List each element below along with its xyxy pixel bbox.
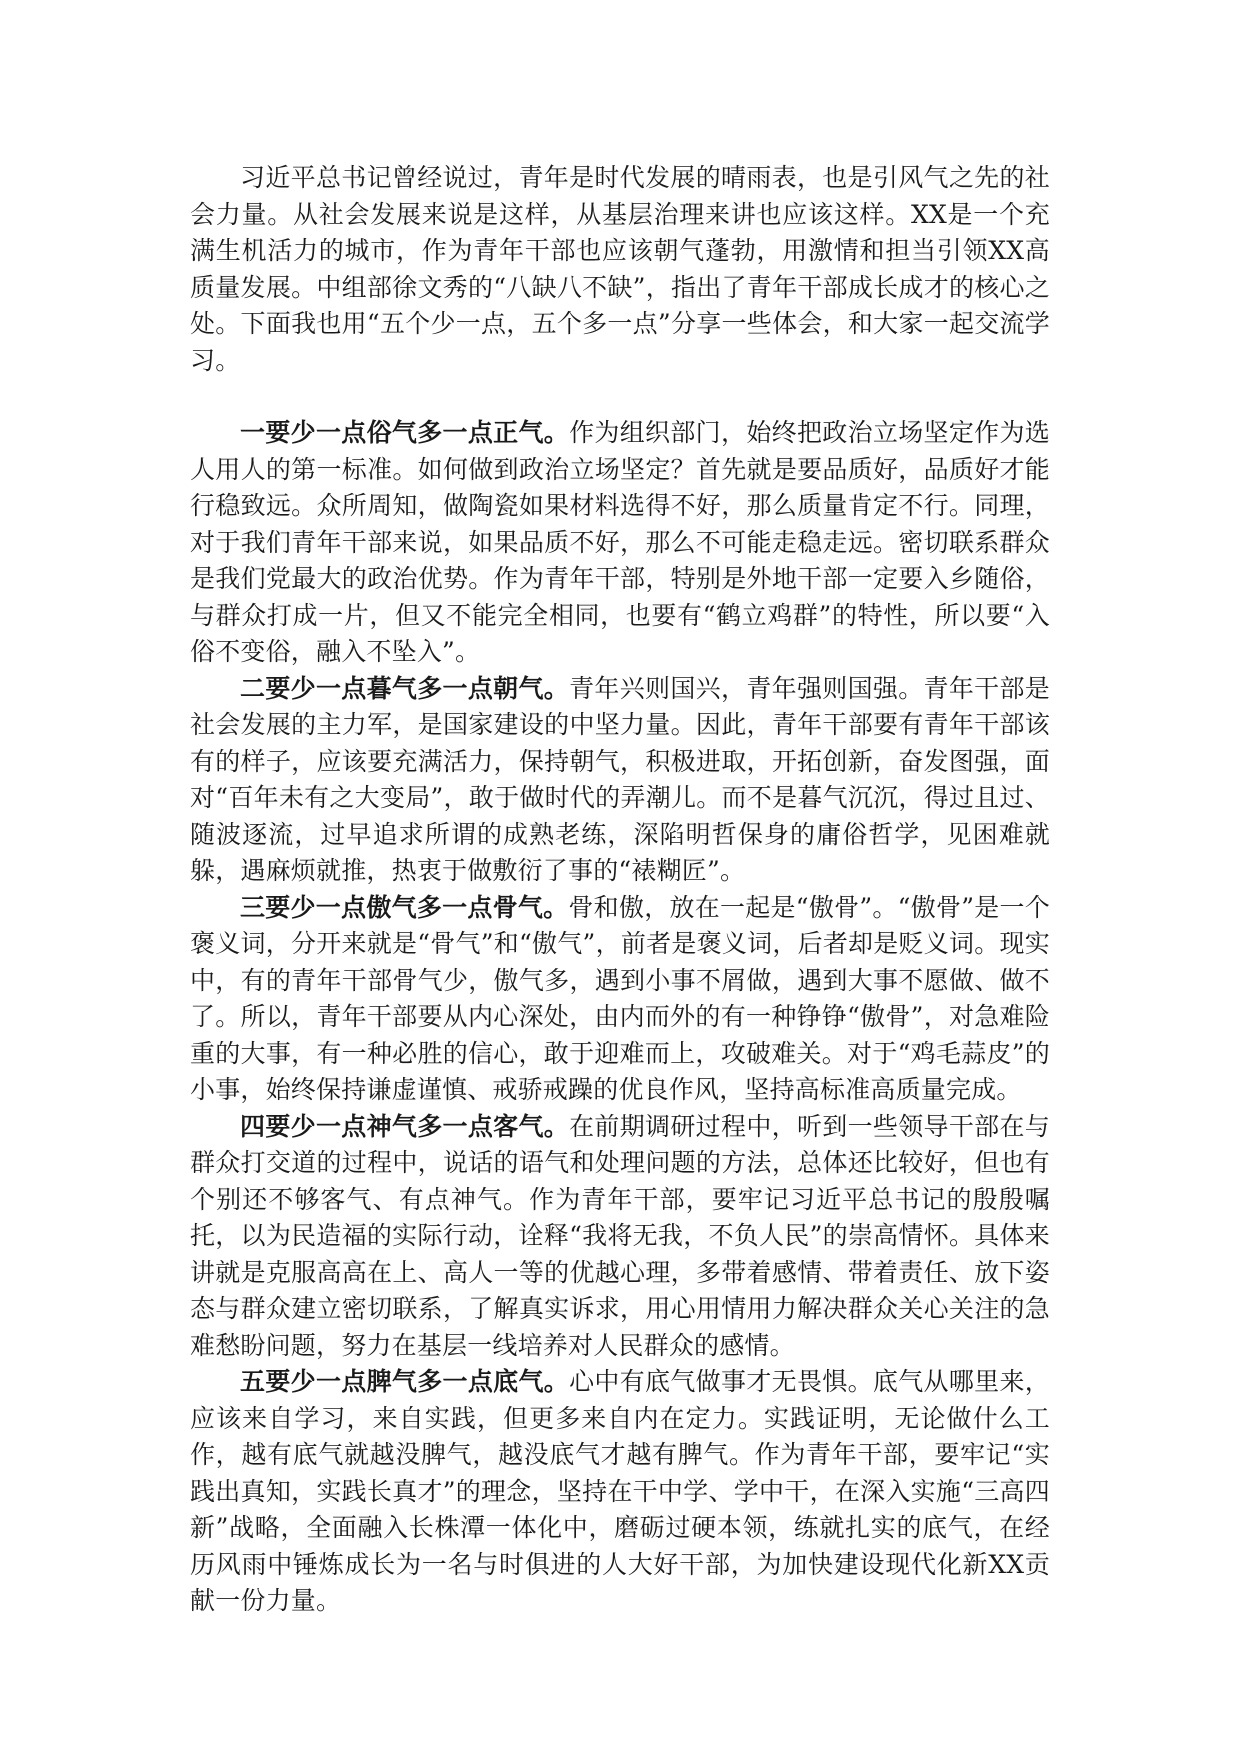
section-body-2: 青年兴则国兴，青年强则国强。青年干部是社会发展的主力军，是国家建设的中坚力量。因此，青年干部要有青年干部该有的样子，应该要充满活力，保持朝气，积极进取，开拓创新，奋发图强，面对“百年未有之大变局”，敢于做时代的弄潮儿。而不是暮气沉沉，得过且过、随波逐流，过早追求所谓的成熟老练，深陷明哲保身的庸俗哲学，见困难就躲，遇麻烦就推，热衷于做敷衍了事的“裱糊匠”。 (190, 673, 1050, 885)
section-paragraph-2 (190, 671, 1050, 890)
section-body-1: 作为组织部门，始终把政治立场坚定作为选人用人的第一标准。如何做到政治立场坚定？首先就是要品质好，品质好才能行稳致远。众所周知，做陶瓷如果材料选得不好，那么质量肯定不行。同理，对于我们青年干部来说，如果品质不好，那么不可能走稳走远。密切联系群众是我们党最大的政治优势。作为青年干部，特别是外地干部一定要入乡随俗，与群众打成一片，但又不能完全相同，也要有“鹤立鸡群”的特性，所以要“入俗不变俗，融入不坠入”。 (190, 418, 1050, 666)
section-heading-5: 五要少一点脾气多一点底气。 (240, 1367, 570, 1396)
section-heading-4: 四要少一点神气多一点客气。 (240, 1111, 570, 1141)
section-paragraph-4 (190, 1109, 1050, 1365)
section-paragraph-1 (190, 415, 1050, 671)
section-body-4: 在前期调研过程中，听到一些领导干部在与群众打交道的过程中，说话的语气和处理问题的方法，总体还比较好，但也有个别还不够客气、有点神气。作为青年干部，要牢记习近平总书记的殷殷嘱托，以为民造福的实际行动，诠释“我将无我，不负人民”的崇高情怀。具体来讲就是克服高高在上、高人一等的优越心理，多带着感情、带着责任、放下姿态与群众建立密切联系，了解真实诉求，用心用情用力解决群众关心关注的急难愁盼问题，努力在基层一线培养对人民群众的感情。 (190, 1111, 1050, 1360)
section-heading-1: 一要少一点俗气多一点正气。 (240, 418, 570, 447)
intro-paragraph (190, 160, 1050, 379)
section-paragraph-3 (190, 890, 1050, 1109)
section-paragraph-5 (190, 1364, 1050, 1620)
document-body (190, 160, 1050, 1620)
section-heading-3: 三要少一点傲气多一点骨气。 (240, 892, 569, 922)
intro-text: 习近平总书记曾经说过，青年是时代发展的晴雨表，也是引风气之先的社会力量。从社会发展来说是这样，从基层治理来讲也应该这样。XX是一个充满生机活力的城市，作为青年干部也应该朝气蓬勃，用激情和担当引领XX高质量发展。中组部徐文秀的“八缺八不缺”，指出了青年干部成长成才的核心之处。下面我也用“五个少一点，五个多一点”分享一些体会，和大家一起交流学习。 (190, 163, 1050, 375)
section-body-5: 心中有底气做事才无畏惧。底气从哪里来，应该来自学习，来自实践，但更多来自内在定力。实践证明，无论做什么工作，越有底气就越没脾气，越没底气才越有脾气。作为青年干部，要牢记“实践出真知，实践长真才”的理念，坚持在干中学、学中干，在深入实施“三高四新”战略，全面融入长株潭一体化中，磨砺过硬本领，练就扎实的底气，在经历风雨中锤炼成长为一名与时俱进的人大好干部，为加快建设现代化新XX贡献一份力量。 (190, 1367, 1050, 1615)
section-body-3: 骨和傲，放在一起是“傲骨”。“傲骨”是一个褒义词，分开来就是“骨气”和“傲气”，前者是褒义词，后者却是贬义词。现实中，有的青年干部骨气少，傲气多，遇到小事不屑做，遇到大事不愿做、做不了。所以，青年干部要从内心深处，由内而外的有一种铮铮“傲骨”，对急难险重的大事，有一种必胜的信心，敢于迎难而上，攻破难关。对于“鸡毛蒜皮”的小事，始终保持谦虚谨慎、戒骄戒躁的优良作风，坚持高标准高质量完成。 (190, 892, 1050, 1104)
section-heading-2: 二要少一点暮气多一点朝气。 (240, 673, 570, 703)
